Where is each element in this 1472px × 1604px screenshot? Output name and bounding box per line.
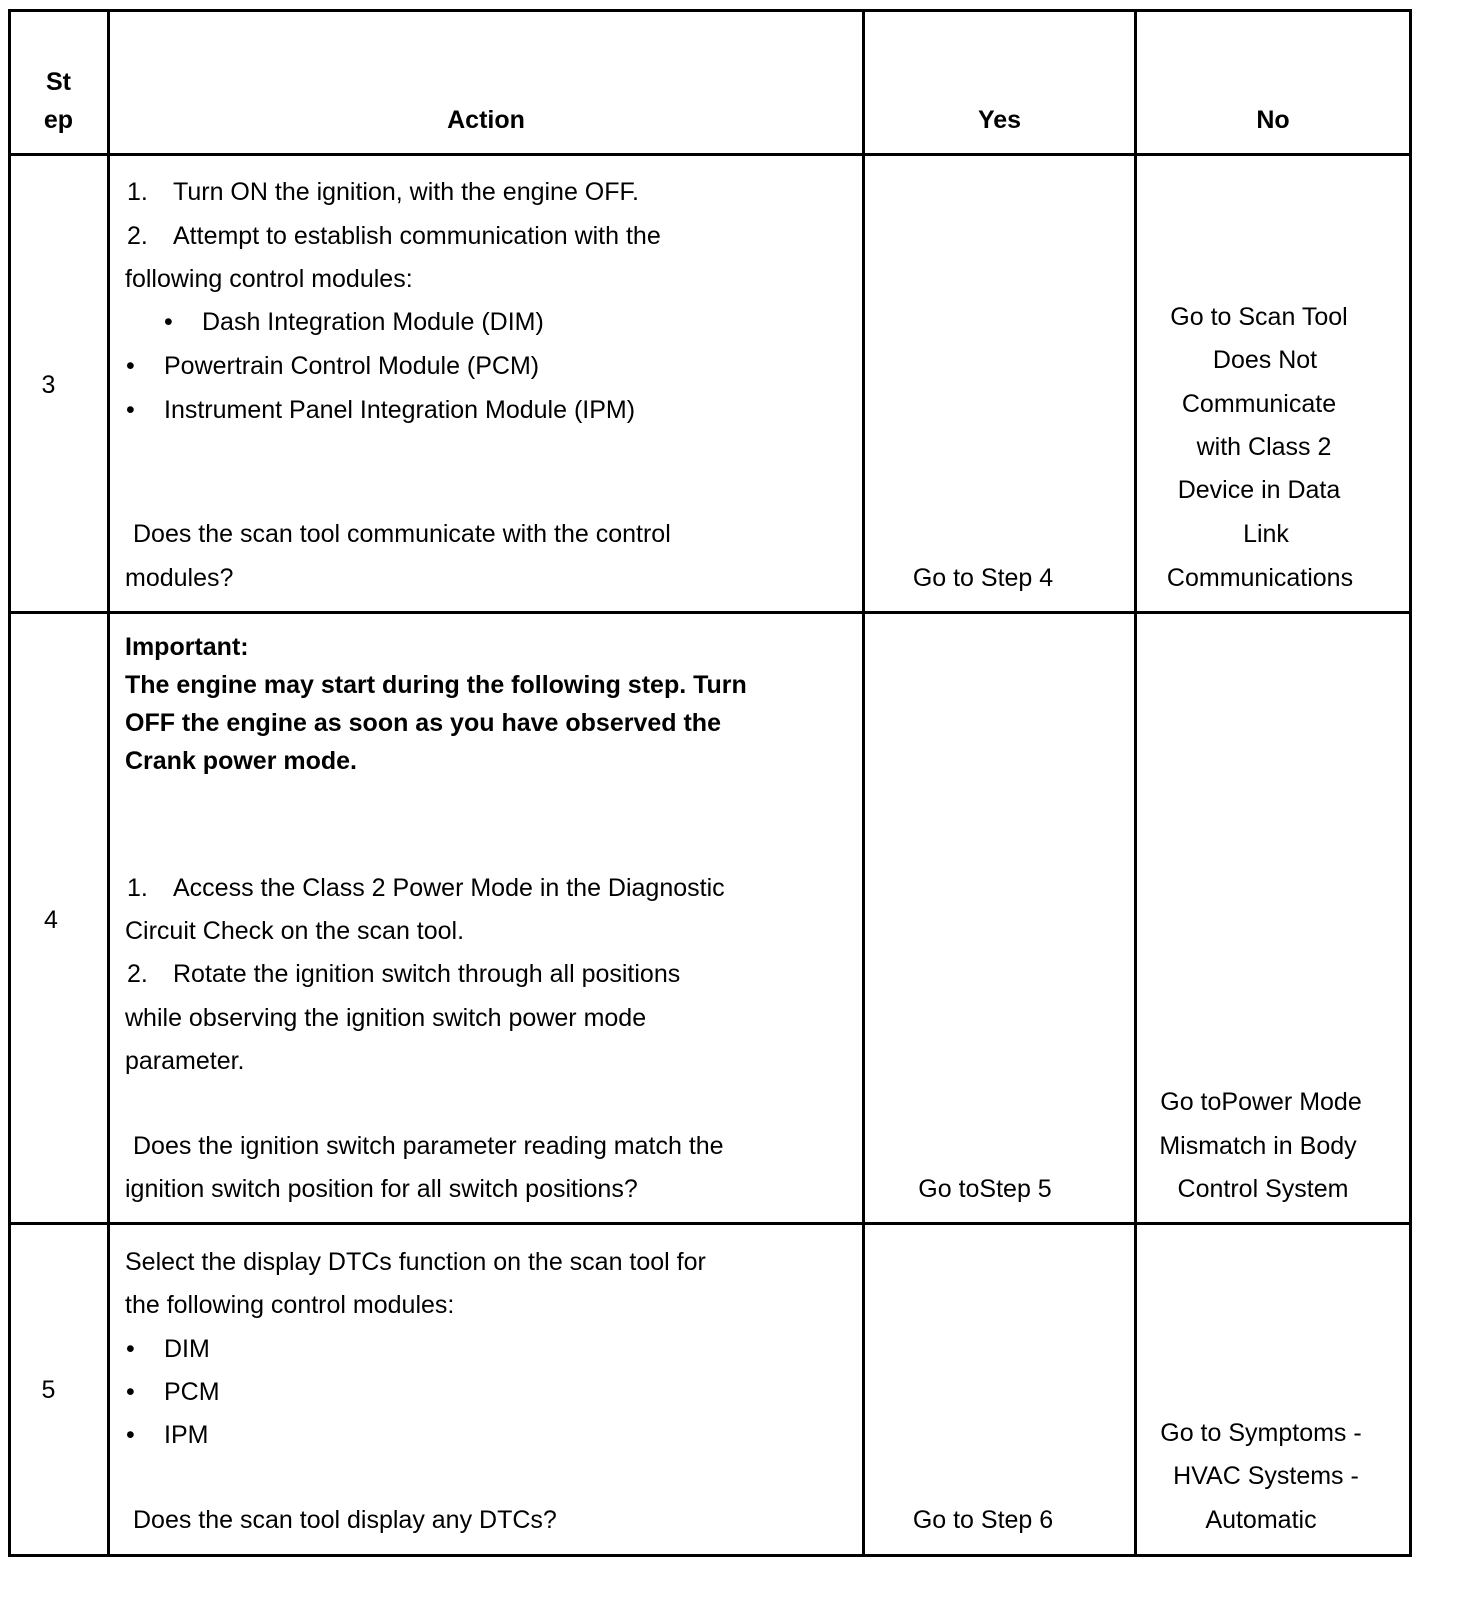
column-divider [107,9,110,1557]
question-line: Does the scan tool communicate with the control [133,520,671,548]
bullet-icon: • [164,308,173,336]
no-result-line: Mismatch in Body [1159,1132,1357,1160]
action-text-line: Select the display DTCs function on the scan tool for [125,1248,706,1276]
action-text-line: while observing the ignition switch power mode [125,1004,647,1032]
no-result-line: Communications [1166,564,1354,592]
action-step-line: 2. Rotate the ignition switch through all positions [127,952,680,996]
action-text-line: following control modules: [125,265,413,293]
important-note-line: OFF the engine as soon as you have observed the [125,709,721,737]
list-number: 2. [127,222,148,250]
step-number: 5 [41,1376,56,1404]
no-result-line: Does Not [1212,346,1318,374]
table-border-right [1409,9,1412,1557]
bullet-item: • IPM [126,1413,208,1457]
no-result-line: Automatic [1205,1506,1317,1534]
yes-result: Go to Step 6 [912,1506,1054,1534]
important-label: Important: [125,633,249,661]
list-number: 2. [127,960,148,988]
question-line: Does the ignition switch parameter reading match the [133,1132,724,1160]
no-result-line: Go toPower Mode [1160,1088,1362,1116]
list-number: 1. [127,874,148,902]
question-line: ignition switch position for all switch positions? [125,1175,638,1203]
header-step: St ep [43,68,74,134]
bullet-icon: • [126,1378,135,1406]
bullet-icon: • [126,396,135,424]
bullet-item: • Instrument Panel Integration Module (IPM) [126,388,635,432]
no-result-line: Communicate [1181,390,1337,418]
important-note-line: The engine may start during the following step. Turn [125,671,747,699]
step-number: 4 [44,906,58,934]
row-divider [8,611,1412,614]
column-divider [1134,9,1137,1557]
table-border-bottom [8,1554,1412,1557]
no-result-line: Go to Symptoms - [1160,1419,1362,1447]
table-border-left [8,9,11,1557]
column-divider [862,9,865,1557]
no-result-line: Control System [1177,1175,1349,1203]
header-yes: Yes [977,106,1022,134]
step-number: 3 [41,371,56,399]
no-result-line: Device in Data [1177,476,1341,504]
bullet-item: • PCM [126,1370,220,1414]
yes-result: Go to Step 4 [912,564,1054,592]
bullet-icon: • [126,352,135,380]
question-line: Does the scan tool display any DTCs? [133,1506,557,1534]
bullet-item: • Powertrain Control Module (PCM) [126,344,539,388]
row-divider [8,1222,1412,1225]
important-note-line: Crank power mode. [125,747,357,775]
action-text-line: Circuit Check on the scan tool. [125,917,465,945]
bullet-icon: • [126,1421,135,1449]
yes-result: Go toStep 5 [918,1175,1052,1203]
question-line: modules? [125,564,234,592]
action-text-line: the following control modules: [125,1291,455,1319]
no-result-line: Link [1243,520,1289,548]
bullet-item: • Dash Integration Module (DIM) [164,300,544,344]
action-text-line: parameter. [125,1047,245,1075]
table-border-top [8,9,1412,12]
no-result-line: Go to Scan Tool [1170,303,1348,331]
header-action: Action [447,106,525,134]
bullet-item: • DIM [126,1327,210,1371]
bullet-icon: • [126,1335,135,1363]
list-number: 1. [127,178,148,206]
action-step-line: 1. Access the Class 2 Power Mode in the Diagnostic [127,866,725,910]
no-result-line: with Class 2 [1196,433,1332,461]
action-step-line: 1. Turn ON the ignition, with the engine OFF. [127,170,639,214]
header-no: No [1256,106,1290,134]
header-divider [8,153,1412,156]
no-result-line: HVAC Systems - [1173,1462,1359,1490]
action-step-line: 2. Attempt to establish communication with the [127,214,661,258]
